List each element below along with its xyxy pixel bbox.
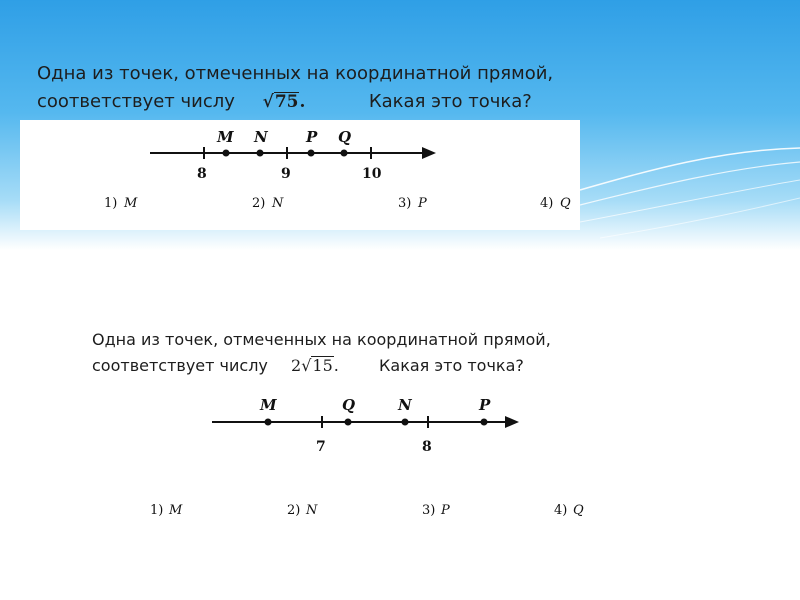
q1-point-n [257,150,264,157]
arrow-head-icon [505,416,519,428]
q1-answer-number: 2) [252,196,266,211]
q1-point-q [341,150,348,157]
arrow-head-icon [422,147,436,159]
question2-text [92,327,551,379]
q2-answer-number: 1) [150,503,164,518]
question1-sqrt-expression: √75. [262,92,306,112]
q1-point-label: P [306,128,318,146]
q2-point-label: M [260,396,277,414]
question2-period: . [333,356,339,375]
question2-radicand: 15 [312,356,333,375]
q2-tick-label: 7 [316,439,326,455]
question1-radicand: 75 [274,92,299,112]
q2-point-p [481,419,488,426]
q1-answer-option[interactable]: N [272,196,284,211]
q2-answer-number: 4) [554,503,568,518]
q2-point-label: Q [342,396,356,414]
question2-number-line [212,396,519,455]
question1-period: . [299,92,306,112]
q2-point-m [265,419,272,426]
question1-suffix: Какая это точка? [368,91,532,112]
question2-suffix: Какая это точка? [379,356,524,375]
q2-answer-number: 2) [287,503,301,518]
q1-tick-label: 9 [281,166,291,182]
question1-prefix: соответствует числу [37,91,235,112]
question2-line1: Одна из точек, отмеченных на координатной прямой, [92,330,551,349]
q2-answer-option[interactable]: P [441,503,450,518]
q1-answer-option[interactable]: Q [560,196,571,211]
question1-line1: Одна из точек, отмеченных на координатной прямой, [37,63,554,84]
question2-coefficient: 2 [291,356,302,375]
q1-point-label: Q [338,128,352,146]
q2-point-q [345,419,352,426]
question2-sqrt-expression: 2√15. [291,356,339,375]
question1-answers [104,196,571,211]
q1-tick-label: 10 [362,166,382,182]
q1-point-p [308,150,315,157]
q2-answer-option[interactable]: M [169,503,183,518]
q2-tick-label: 8 [422,439,432,455]
q2-point-label: N [398,396,412,414]
q2-answer-option[interactable]: N [306,503,318,518]
question1-number-line [150,128,436,182]
q1-answer-number: 3) [398,196,412,211]
q1-answer-number: 1) [104,196,118,211]
q2-answer-number: 3) [422,503,436,518]
q1-answer-number: 4) [540,196,554,211]
q2-point-n [402,419,409,426]
question2-answers [150,503,584,518]
q2-point-label: P [479,396,491,414]
q1-answer-option[interactable]: P [418,196,427,211]
question2-line2 [92,353,551,379]
q1-tick-label: 8 [197,166,207,182]
q1-answer-option[interactable]: M [124,196,138,211]
q1-point-label: M [217,128,234,146]
q1-point-m [223,150,230,157]
q2-answer-option[interactable]: Q [573,503,584,518]
question2-prefix: соответствует числу [92,356,268,375]
q1-point-label: N [254,128,268,146]
